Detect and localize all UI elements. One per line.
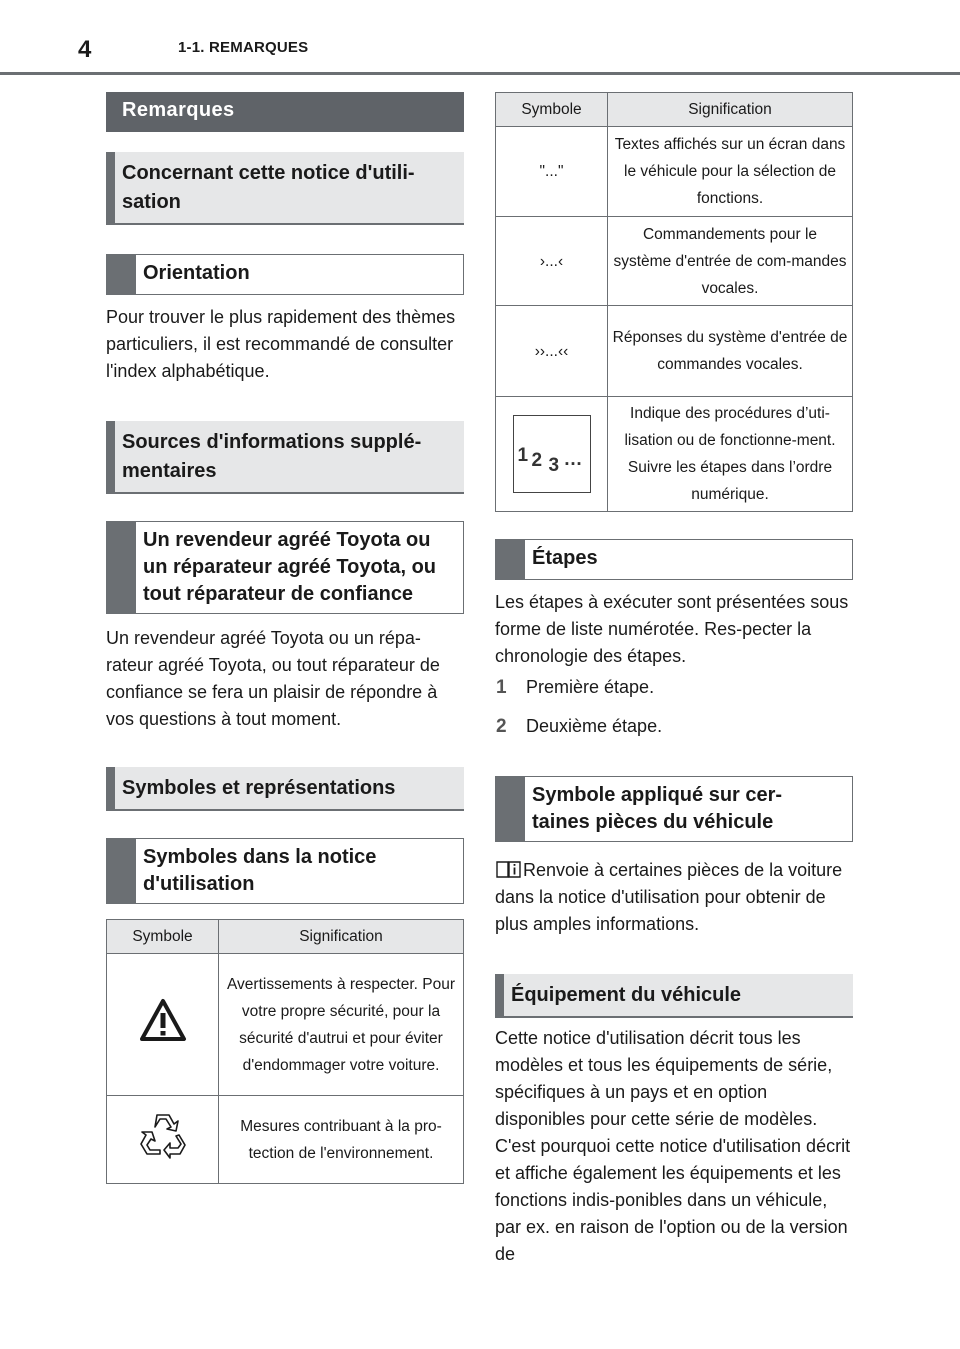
warning-triangle-icon [139, 998, 187, 1042]
meaning-cell: Avertissements à respecter. Pour votre propre sécurité, pour la sécurité d'autrui et pour éviter d'endommager votre voiture. [219, 954, 464, 1096]
meaning-cell: Commandements pour le système d'entrée de com-mandes vocales. [608, 217, 853, 306]
heading-symboles-text: Symboles et représentations [122, 777, 396, 799]
step-number: 1 [496, 677, 507, 698]
paragraph-orientation: Pour trouver le plus rapidement des thèmes particuliers, il est recommandé de consulter l'index alphabétique. [106, 307, 456, 381]
table-row [496, 217, 853, 306]
heading-symboles-notice-text: Symboles dans la notice d'utilisation [143, 846, 377, 895]
heading-symboles [106, 767, 464, 811]
paragraph-equipement: Cette notice d'utilisation décrit tous les modèles et tous les équipements de série, spécifiques à un pays et en option disponibles pour cette série de modèles. C'est pourquoi cette notice d'utilisation décrit et affiche également les équipements et les fonctions indis-ponibles dans un véhicule, par ex. en raison de l'option ou de la version de [495, 1028, 851, 1264]
table-row [107, 1096, 464, 1184]
heading-equipement [495, 974, 853, 1018]
heading-revendeur [106, 521, 464, 614]
heading-notice-text: Concernant cette notice d'utili-sation [122, 162, 415, 213]
meaning-cell: Mesures contribuant à la pro-tection de l'environnement. [219, 1096, 464, 1184]
heading-etapes [495, 539, 853, 580]
heading-symbole-pieces-text: Symbole appliqué sur cer-taines pièces du véhicule [532, 784, 783, 833]
page-header [0, 0, 960, 76]
list-item [495, 674, 853, 701]
col-header-symbol: Symbole [107, 920, 219, 954]
section-label: 1-1. REMARQUES [178, 39, 309, 56]
step-number: 2 [496, 716, 507, 737]
symbols-table-right [495, 92, 853, 512]
paragraph-symbole-pieces [495, 857, 853, 938]
symbol-cell: ›...‹ [496, 217, 608, 306]
paragraph-symbole-pieces-text: Renvoie à certaines pièces de la voiture dans la notice d'utilisation pour obtenir de plus amples informations. [495, 860, 843, 934]
symbols-table-left [106, 919, 464, 1184]
heading-notice [106, 152, 464, 225]
table-row [107, 954, 464, 1096]
heading-sources-text: Sources d'informations supplé-mentaires [122, 431, 422, 482]
heading-symboles-notice [106, 838, 464, 904]
heading-etapes-text: Étapes [532, 547, 598, 569]
list-item [495, 713, 853, 740]
step-text: Deuxième étape. [526, 716, 663, 736]
page-number: 4 [78, 36, 92, 63]
meaning-cell: Indique des procédures d’uti-lisation ou de fonctionne-ment. Suivre les étapes dans l’ordre numérique. [608, 397, 853, 512]
table-row [496, 306, 853, 397]
paragraph-etapes: Les étapes à exécuter sont présentées sous forme de liste numérotée. Res-pecter la chronologie des étapes. [495, 592, 849, 666]
numbered-steps-icon: 1 2 3 … [513, 415, 591, 493]
right-column [495, 92, 853, 1268]
book-info-icon [495, 859, 523, 879]
heading-orientation [106, 254, 464, 295]
recycle-icon [138, 1111, 188, 1159]
left-column [106, 92, 464, 1184]
heading-symbole-pieces [495, 776, 853, 842]
step-text: Première étape. [526, 677, 655, 697]
col-header-meaning: Signification [219, 920, 464, 954]
symbol-cell: "..." [496, 127, 608, 217]
heading-orientation-text: Orientation [143, 262, 250, 284]
symbol-cell: ››...‹‹ [496, 306, 608, 397]
paragraph-revendeur: Un revendeur agréé Toyota ou un répa-rateur agréé Toyota, ou tout réparateur de confiance se fera un plaisir de répondre à vos questions à tout moment. [106, 628, 440, 729]
remarques-title: Remarques [106, 92, 464, 132]
header-rule [0, 72, 960, 75]
col-header-meaning: Signification [608, 93, 853, 127]
meaning-cell: Réponses du système d'entrée de commandes vocales. [608, 306, 853, 397]
col-header-symbol: Symbole [496, 93, 608, 127]
heading-sources [106, 421, 464, 494]
heading-equipement-text: Équipement du véhicule [511, 984, 742, 1006]
heading-revendeur-text: Un revendeur agréé Toyota ou un réparateur agréé Toyota, ou tout réparateur de confiance [143, 529, 437, 605]
table-row [496, 397, 853, 512]
table-row [496, 127, 853, 217]
meaning-cell: Textes affichés sur un écran dans le véhicule pour la sélection de fonctions. [608, 127, 853, 217]
